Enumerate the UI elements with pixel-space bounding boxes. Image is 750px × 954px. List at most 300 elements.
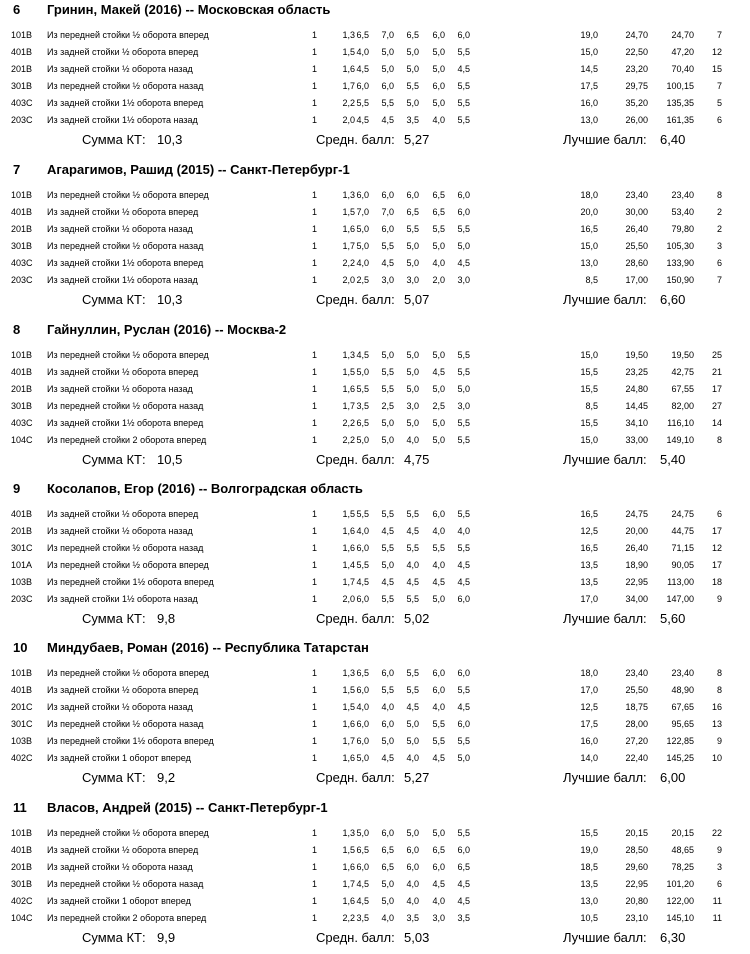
running-place: 17: [711, 526, 722, 536]
dive-score: 30,00: [625, 207, 648, 217]
dive-attempt: 1: [312, 384, 318, 394]
judge-score: 5,5: [457, 81, 470, 91]
difficulty: 1,3: [342, 190, 355, 200]
running-total: 44,75: [671, 526, 694, 536]
kt-label: Сумма КТ:: [82, 292, 146, 307]
running-total: 23,40: [671, 668, 694, 678]
running-total: 122,85: [666, 736, 694, 746]
running-total: 90,05: [671, 560, 694, 570]
raw-score: 18,0: [580, 190, 598, 200]
judge-score: 4,0: [432, 896, 445, 906]
running-total: 145,25: [666, 753, 694, 763]
judge-score: 6,0: [381, 719, 394, 729]
running-place: 12: [711, 47, 722, 57]
best-label: Лучшие балл:: [563, 611, 647, 626]
dive-attempt: 1: [312, 47, 318, 57]
dive-code: 203C: [11, 594, 33, 604]
running-total: 149,10: [666, 435, 694, 445]
judge-score: 5,0: [381, 64, 394, 74]
dive-row: [0, 750, 750, 767]
difficulty: 1,6: [342, 862, 355, 872]
dive-code: 104C: [11, 435, 33, 445]
dive-score: 22,50: [625, 47, 648, 57]
dive-score: 26,40: [625, 224, 648, 234]
judge-score: 5,5: [381, 384, 394, 394]
difficulty: 1,7: [342, 81, 355, 91]
judge-score: 3,0: [381, 275, 394, 285]
judge-score: 4,0: [381, 702, 394, 712]
dive-description: Из передней стойки ½ оборота назад: [47, 543, 204, 553]
dive-code: 301B: [11, 401, 33, 411]
judge-score: 6,5: [406, 207, 419, 217]
dive-code: 401B: [11, 367, 33, 377]
kt-label: Сумма КТ:: [82, 930, 146, 945]
running-place: 3: [716, 241, 722, 251]
judge-score: 6,0: [356, 685, 369, 695]
dive-attempt: 1: [312, 753, 318, 763]
running-total: 135,35: [666, 98, 694, 108]
judge-score: 4,5: [381, 115, 394, 125]
judge-score: 4,5: [356, 350, 369, 360]
best-label: Лучшие балл:: [563, 770, 647, 785]
judge-score: 6,0: [356, 190, 369, 200]
dive-row: [0, 716, 750, 733]
avg-label: Средн. балл:: [316, 292, 395, 307]
difficulty: 1,5: [342, 685, 355, 695]
judge-score: 7,0: [356, 207, 369, 217]
judge-score: 5,0: [406, 367, 419, 377]
running-total: 78,25: [671, 862, 694, 872]
raw-score: 15,0: [580, 350, 598, 360]
athlete-summary: [0, 131, 750, 149]
judge-score: 5,5: [406, 224, 419, 234]
judge-score: 5,5: [356, 560, 369, 570]
best-value: 6,40: [660, 132, 686, 147]
running-place: 9: [716, 594, 722, 604]
best-value: 6,00: [660, 770, 686, 785]
judge-score: 2,5: [356, 275, 369, 285]
dive-score: 22,95: [625, 879, 648, 889]
judge-score: 6,0: [457, 207, 470, 217]
dive-row: [0, 859, 750, 876]
judge-score: 6,0: [356, 594, 369, 604]
judge-score: 4,5: [381, 753, 394, 763]
kt-value: 9,9: [157, 930, 176, 945]
dive-code: 101A: [11, 560, 33, 570]
raw-score: 8,5: [585, 401, 598, 411]
athlete-name: Миндубаев, Роман (2016) -- Республика Татарстан: [47, 640, 369, 655]
kt-value: 10,3: [157, 292, 183, 307]
dive-row: [0, 506, 750, 523]
raw-score: 18,0: [580, 668, 598, 678]
dive-score: 23,10: [625, 913, 648, 923]
athlete-name: Власов, Андрей (2015) -- Санкт-Петербург-1: [47, 800, 328, 815]
avg-label: Средн. балл:: [316, 770, 395, 785]
judge-score: 4,5: [406, 702, 419, 712]
judge-score: 5,5: [457, 47, 470, 57]
dive-score: 22,40: [625, 753, 648, 763]
dive-description: Из передней стойки ½ оборота вперед: [47, 30, 209, 40]
judge-score: 5,0: [381, 896, 394, 906]
judge-score: 7,0: [381, 30, 394, 40]
dive-row: [0, 876, 750, 893]
judge-score: 5,5: [381, 367, 394, 377]
judge-score: 4,5: [457, 258, 470, 268]
judge-score: 6,0: [432, 668, 445, 678]
dive-code: 403C: [11, 418, 33, 428]
dive-attempt: 1: [312, 543, 318, 553]
raw-score: 15,5: [580, 828, 598, 838]
dive-row: [0, 95, 750, 112]
dive-row: [0, 381, 750, 398]
judge-score: 5,0: [406, 828, 419, 838]
dive-code: 201B: [11, 64, 33, 74]
judge-score: 5,5: [356, 509, 369, 519]
judge-score: 4,5: [356, 896, 369, 906]
running-total: 101,20: [666, 879, 694, 889]
dive-row: [0, 540, 750, 557]
judge-score: 5,0: [356, 241, 369, 251]
best-value: 6,30: [660, 930, 686, 945]
judge-score: 5,5: [356, 384, 369, 394]
dive-code: 101B: [11, 668, 33, 678]
dive-row: [0, 27, 750, 44]
dive-row: [0, 825, 750, 842]
best-value: 5,60: [660, 611, 686, 626]
kt-label: Сумма КТ:: [82, 611, 146, 626]
running-place: 2: [716, 207, 722, 217]
running-place: 6: [716, 509, 722, 519]
dive-attempt: 1: [312, 509, 318, 519]
running-total: 19,50: [671, 350, 694, 360]
judge-score: 5,5: [432, 543, 445, 553]
judge-score: 3,5: [406, 913, 419, 923]
running-place: 13: [711, 719, 722, 729]
judge-score: 5,0: [406, 258, 419, 268]
running-total: 48,65: [671, 845, 694, 855]
dive-code: 201B: [11, 224, 33, 234]
dive-code: 203C: [11, 275, 33, 285]
best-label: Лучшие балл:: [563, 930, 647, 945]
running-place: 27: [711, 401, 722, 411]
judge-score: 5,0: [406, 241, 419, 251]
dive-attempt: 1: [312, 64, 318, 74]
running-total: 23,40: [671, 190, 694, 200]
judge-score: 5,5: [457, 224, 470, 234]
judge-score: 4,5: [457, 577, 470, 587]
judge-score: 5,5: [457, 350, 470, 360]
dive-row: [0, 665, 750, 682]
best-label: Лучшие балл:: [563, 452, 647, 467]
running-place: 17: [711, 384, 722, 394]
difficulty: 1,6: [342, 753, 355, 763]
avg-label: Средн. балл:: [316, 930, 395, 945]
judge-score: 5,5: [457, 367, 470, 377]
dive-row: [0, 842, 750, 859]
judge-score: 5,0: [432, 241, 445, 251]
judge-score: 5,5: [457, 418, 470, 428]
raw-score: 15,5: [580, 418, 598, 428]
dive-row: [0, 61, 750, 78]
difficulty: 1,4: [342, 560, 355, 570]
raw-score: 13,5: [580, 879, 598, 889]
judge-score: 4,0: [356, 258, 369, 268]
raw-score: 13,0: [580, 258, 598, 268]
dive-score: 28,50: [625, 845, 648, 855]
judge-score: 3,0: [406, 401, 419, 411]
dive-code: 101B: [11, 30, 33, 40]
judge-score: 5,0: [406, 47, 419, 57]
judge-score: 5,0: [356, 828, 369, 838]
dive-code: 103B: [11, 577, 33, 587]
dive-code: 403C: [11, 258, 33, 268]
judge-score: 4,0: [457, 526, 470, 536]
dive-score: 26,40: [625, 543, 648, 553]
judge-score: 5,0: [356, 435, 369, 445]
dive-score: 34,10: [625, 418, 648, 428]
judge-score: 6,0: [381, 668, 394, 678]
dive-score: 24,80: [625, 384, 648, 394]
athlete-name: Гринин, Макей (2016) -- Московская область: [47, 2, 331, 17]
dive-code: 401B: [11, 207, 33, 217]
dive-description: Из передней стойки ½ оборота назад: [47, 401, 204, 411]
judge-score: 6,0: [356, 862, 369, 872]
judge-score: 5,0: [381, 350, 394, 360]
raw-score: 12,5: [580, 702, 598, 712]
raw-score: 17,5: [580, 719, 598, 729]
judge-score: 5,5: [381, 543, 394, 553]
judge-score: 6,0: [457, 719, 470, 729]
judge-score: 5,5: [457, 98, 470, 108]
judge-score: 3,5: [356, 401, 369, 411]
running-total: 70,40: [671, 64, 694, 74]
dive-score: 33,00: [625, 435, 648, 445]
dive-code: 201B: [11, 384, 33, 394]
dive-code: 201B: [11, 526, 33, 536]
judge-score: 5,0: [432, 64, 445, 74]
running-place: 7: [716, 30, 722, 40]
judge-score: 4,0: [432, 702, 445, 712]
dive-attempt: 1: [312, 190, 318, 200]
dive-code: 403C: [11, 98, 33, 108]
raw-score: 12,5: [580, 526, 598, 536]
dive-code: 401B: [11, 47, 33, 57]
dive-row: [0, 221, 750, 238]
dive-row: [0, 272, 750, 289]
dive-attempt: 1: [312, 736, 318, 746]
difficulty: 2,0: [342, 594, 355, 604]
dive-score: 14,45: [625, 401, 648, 411]
difficulty: 1,3: [342, 350, 355, 360]
judge-score: 6,0: [406, 862, 419, 872]
judge-score: 5,0: [432, 47, 445, 57]
best-label: Лучшие балл:: [563, 292, 647, 307]
athlete-rank: 8: [13, 322, 21, 337]
avg-value: 4,75: [404, 452, 430, 467]
judge-score: 5,5: [406, 594, 419, 604]
dive-score: 19,50: [625, 350, 648, 360]
judge-score: 4,0: [432, 560, 445, 570]
judge-score: 4,5: [356, 879, 369, 889]
dive-code: 103B: [11, 736, 33, 746]
judge-score: 4,0: [406, 879, 419, 889]
difficulty: 1,6: [342, 896, 355, 906]
dive-attempt: 1: [312, 879, 318, 889]
raw-score: 16,0: [580, 98, 598, 108]
judge-score: 6,0: [406, 190, 419, 200]
judge-score: 5,5: [432, 719, 445, 729]
judge-score: 5,0: [381, 47, 394, 57]
judge-score: 5,0: [432, 435, 445, 445]
dive-description: Из передней стойки 1½ оборота вперед: [47, 736, 214, 746]
running-total: 147,00: [666, 594, 694, 604]
dive-score: 34,00: [625, 594, 648, 604]
dive-description: Из задней стойки ½ оборота назад: [47, 526, 193, 536]
judge-score: 6,5: [356, 668, 369, 678]
judge-score: 5,0: [406, 418, 419, 428]
judge-score: 5,0: [432, 418, 445, 428]
judge-score: 6,5: [356, 845, 369, 855]
dive-attempt: 1: [312, 685, 318, 695]
judge-score: 6,0: [381, 81, 394, 91]
dive-description: Из задней стойки ½ оборота вперед: [47, 367, 199, 377]
dive-score: 29,60: [625, 862, 648, 872]
judge-score: 6,0: [406, 845, 419, 855]
judge-score: 5,5: [356, 98, 369, 108]
avg-label: Средн. балл:: [316, 132, 395, 147]
judge-score: 3,0: [457, 275, 470, 285]
running-total: 116,10: [667, 418, 694, 428]
dive-code: 301B: [11, 241, 33, 251]
athlete-summary: [0, 610, 750, 628]
judge-score: 6,0: [381, 190, 394, 200]
athlete-rank: 10: [13, 640, 28, 655]
dive-attempt: 1: [312, 862, 318, 872]
dive-score: 28,60: [625, 258, 648, 268]
difficulty: 1,6: [342, 526, 355, 536]
dive-description: Из задней стойки 1 оборот вперед: [47, 753, 191, 763]
judge-score: 5,5: [381, 241, 394, 251]
judge-score: 6,5: [432, 207, 445, 217]
kt-value: 9,8: [157, 611, 176, 626]
judge-score: 4,5: [356, 115, 369, 125]
judge-score: 5,5: [457, 435, 470, 445]
judge-score: 5,0: [381, 736, 394, 746]
judge-score: 4,0: [356, 702, 369, 712]
running-place: 16: [711, 702, 722, 712]
judge-score: 5,5: [381, 509, 394, 519]
running-total: 79,80: [671, 224, 694, 234]
running-place: 15: [711, 64, 722, 74]
difficulty: 1,5: [342, 367, 355, 377]
running-total: 95,65: [671, 719, 694, 729]
judge-score: 4,5: [381, 526, 394, 536]
difficulty: 1,5: [342, 509, 355, 519]
dive-score: 23,20: [625, 64, 648, 74]
judge-score: 6,0: [432, 862, 445, 872]
dive-score: 23,40: [625, 190, 648, 200]
raw-score: 10,5: [580, 913, 598, 923]
judge-score: 4,5: [406, 526, 419, 536]
judge-score: 6,5: [381, 845, 394, 855]
running-total: 150,90: [666, 275, 694, 285]
judge-score: 6,0: [432, 685, 445, 695]
judge-score: 4,5: [381, 577, 394, 587]
dive-code: 101B: [11, 828, 33, 838]
raw-score: 14,5: [580, 64, 598, 74]
dive-row: [0, 733, 750, 750]
running-place: 8: [716, 190, 722, 200]
dive-attempt: 1: [312, 30, 318, 40]
raw-score: 13,0: [580, 115, 598, 125]
judge-score: 5,5: [381, 98, 394, 108]
dive-attempt: 1: [312, 594, 318, 604]
raw-score: 16,5: [580, 509, 598, 519]
dive-description: Из передней стойки ½ оборота вперед: [47, 560, 209, 570]
dive-score: 35,20: [625, 98, 648, 108]
judge-score: 5,0: [406, 736, 419, 746]
athlete-name: Агарагимов, Рашид (2015) -- Санкт-Петербург-1: [47, 162, 350, 177]
difficulty: 1,6: [342, 719, 355, 729]
difficulty: 1,3: [342, 30, 355, 40]
kt-value: 10,3: [157, 132, 183, 147]
running-place: 6: [716, 258, 722, 268]
dive-description: Из задней стойки 1½ оборота вперед: [47, 258, 204, 268]
running-place: 17: [711, 560, 722, 570]
running-total: 24,75: [671, 509, 694, 519]
dive-code: 101B: [11, 350, 33, 360]
raw-score: 19,0: [580, 30, 598, 40]
judge-score: 4,0: [432, 115, 445, 125]
judge-score: 4,5: [457, 560, 470, 570]
dive-attempt: 1: [312, 401, 318, 411]
judge-score: 3,5: [457, 913, 470, 923]
dive-description: Из передней стойки ½ оборота вперед: [47, 668, 209, 678]
judge-score: 6,0: [356, 81, 369, 91]
dive-score: 24,75: [625, 509, 648, 519]
best-value: 5,40: [660, 452, 686, 467]
running-total: 145,10: [666, 913, 694, 923]
dive-attempt: 1: [312, 207, 318, 217]
avg-label: Средн. балл:: [316, 611, 395, 626]
dive-attempt: 1: [312, 258, 318, 268]
dive-description: Из задней стойки ½ оборота назад: [47, 862, 193, 872]
judge-score: 6,0: [457, 845, 470, 855]
dive-attempt: 1: [312, 115, 318, 125]
judge-score: 6,5: [457, 862, 470, 872]
judge-score: 4,5: [432, 879, 445, 889]
judge-score: 6,0: [457, 190, 470, 200]
judge-score: 5,0: [406, 350, 419, 360]
dive-attempt: 1: [312, 896, 318, 906]
judge-score: 5,0: [432, 828, 445, 838]
raw-score: 16,5: [580, 224, 598, 234]
running-place: 25: [711, 350, 722, 360]
dive-description: Из задней стойки ½ оборота назад: [47, 384, 193, 394]
judge-score: 4,5: [432, 753, 445, 763]
judge-score: 5,0: [432, 594, 445, 604]
raw-score: 17,0: [580, 594, 598, 604]
judge-score: 5,5: [457, 543, 470, 553]
dive-row: [0, 574, 750, 591]
raw-score: 15,0: [580, 47, 598, 57]
judge-score: 4,0: [406, 896, 419, 906]
avg-value: 5,02: [404, 611, 430, 626]
raw-score: 8,5: [585, 275, 598, 285]
athlete-rank: 11: [13, 800, 27, 815]
difficulty: 1,7: [342, 401, 355, 411]
dive-description: Из задней стойки ½ оборота назад: [47, 64, 193, 74]
